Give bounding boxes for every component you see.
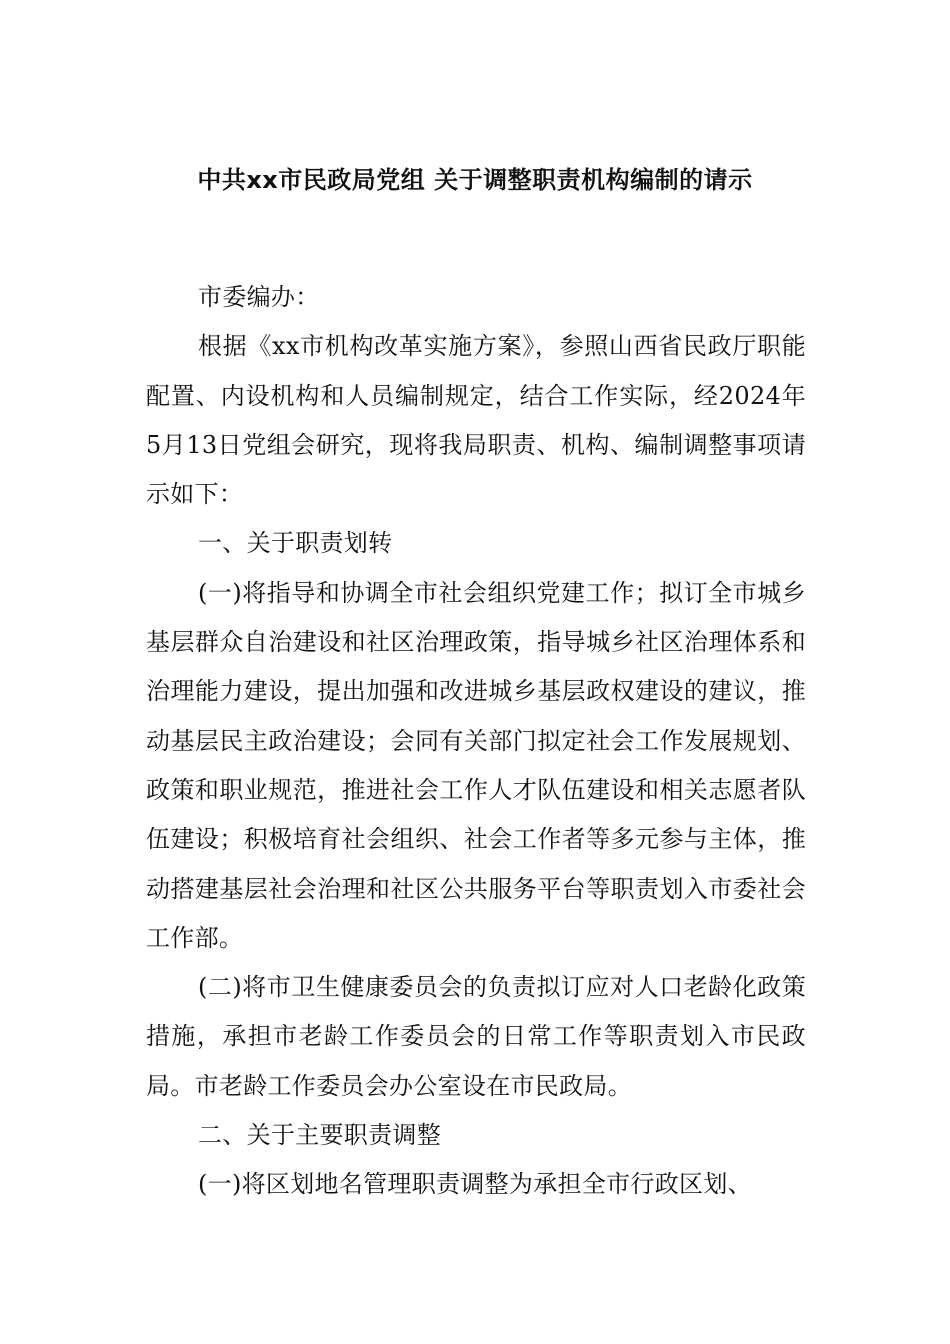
document-body <box>146 273 806 1210</box>
section-1-item-2: (二)将市卫生健康委员会的负责拟订应对人口老龄化政策措施，承担市老龄工作委员会的日常工作等职责划入市民政局。市老龄工作委员会办公室设在市民政局。 <box>146 973 806 1100</box>
intro-paragraph: 根据《xx市机构改革实施方案》，参照山西省民政厅职能配置、内设机构和人员编制规定，结合工作实际，经2024年5月13日党组会研究，现将我局职责、机构、编制调整事项请示如下： <box>146 332 806 509</box>
salutation: 市委编办： <box>198 283 320 311</box>
section-2-item-1: (一)将区划地名管理职责调整为承担全市行政区划、 <box>198 1170 752 1199</box>
section-1-item-1: (一)将指导和协调全市社会组织党建工作；拟订全市城乡基层群众自治建设和社区治理政策，指导城乡社区治理体系和治理能力建设，提出加强和改进城乡基层政权建设的建议，推动基层民主政治建设；会同有关部门拟定社会工作发展规划、政策和职业规范，推进社会工作人才队伍建设和相关志愿者队伍建设；积极培育社会组织、社会工作者等多元参与主体，推动搭建基层社会治理和社区公共服务平台等职责划入市委社会工作部。 <box>146 578 806 952</box>
document-title: 中共xx市民政局党组 关于调整职责机构编制的请示 <box>197 166 753 194</box>
section-2-heading: 二、关于主要职责调整 <box>198 1121 441 1150</box>
section-1-heading: 一、关于职责划转 <box>198 529 393 558</box>
